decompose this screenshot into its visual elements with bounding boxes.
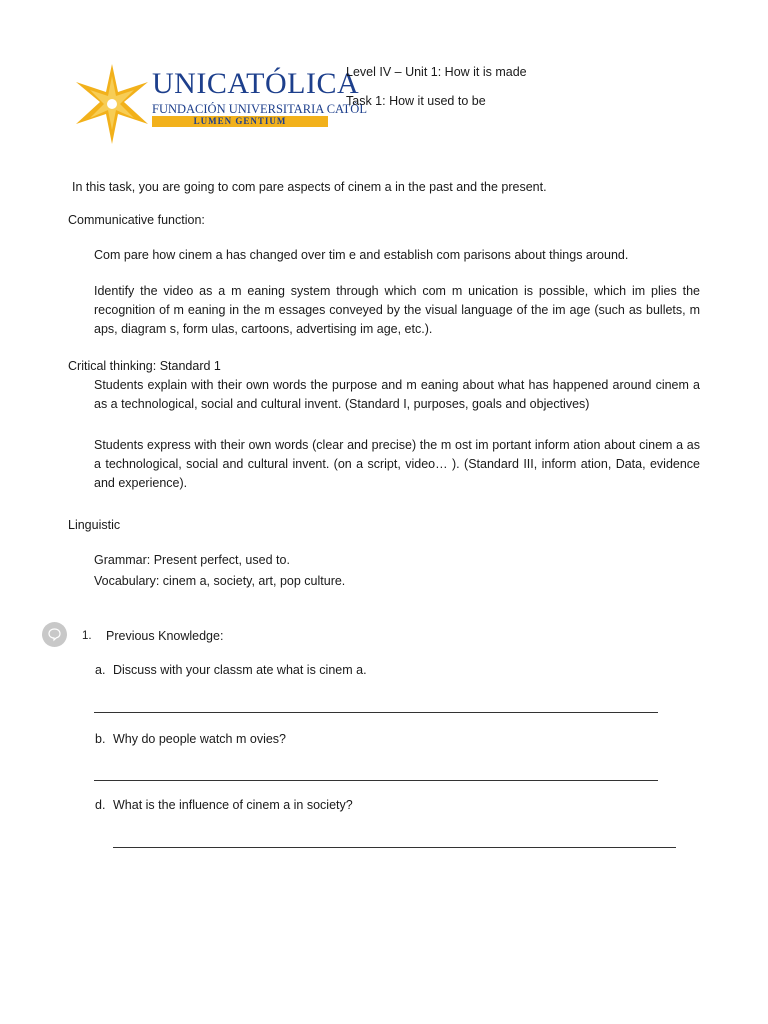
- previous-knowledge-heading: Previous Knowledge:: [106, 629, 224, 643]
- section-number: 1.: [82, 630, 92, 642]
- communicative-heading: Communicative function:: [68, 213, 205, 227]
- university-logo: [72, 62, 367, 146]
- level-unit-title: Level IV – Unit 1: How it is made: [346, 65, 527, 79]
- question-b-text: Why do people watch m ovies?: [113, 732, 287, 746]
- answer-line-a[interactable]: [94, 712, 658, 713]
- logo-motto: LUMEN GENTIUM: [152, 116, 328, 127]
- critical-paragraph-1: Students explain with their own words the purpose and m eaning about what has happened around cinem a as a technological, social and cultural invent. (Standard I, purposes, goals and objectives): [94, 378, 700, 411]
- star-logo-icon: [72, 62, 152, 146]
- critical-thinking-heading: Critical thinking: Standard 1: [68, 359, 221, 373]
- speech-bubble-icon: [48, 628, 61, 641]
- answer-line-b[interactable]: [94, 780, 658, 781]
- grammar-line: Grammar: Present perfect, used to.: [94, 553, 290, 567]
- comment-button[interactable]: [42, 622, 67, 647]
- intro-text: In this task, you are going to com pare aspects of cinem a in the past and the present.: [72, 180, 547, 194]
- logo-subtitle: FUNDACIÓN UNIVERSITARIA CATÓL: [152, 102, 367, 116]
- linguistic-heading: Linguistic: [68, 518, 121, 532]
- answer-line-d[interactable]: [113, 847, 676, 848]
- vocabulary-line: Vocabulary: cinem a, society, art, pop culture.: [94, 574, 346, 588]
- logo-name: UNICATÓLICA: [152, 67, 360, 100]
- task-title: Task 1: How it used to be: [346, 94, 486, 108]
- question-b-letter: b.: [95, 732, 106, 746]
- question-a-letter: a.: [95, 663, 106, 677]
- question-d-text: What is the influence of cinem a in society?: [113, 798, 353, 812]
- question-d-letter: d.: [95, 798, 106, 812]
- question-a-text: Discuss with your classm ate what is cinem a.: [113, 663, 367, 677]
- communicative-paragraph-2: Identify the video as a m eaning system through which com m unication is possible, which im plies the recognition of m eaning in the m essages conveyed by the visual language of the im age (such as bullets, m aps, diagram s, form ulas, cartoons, advertising im age, etc.).: [94, 284, 700, 336]
- critical-paragraph-2: Students express with their own words (clear and precise) the m ost im portant inform ation about cinem a as a technological, social and cultural invent. (on a script, video… ). (Standard III, inform ation, Data, evidence and experience).: [94, 438, 700, 490]
- communicative-paragraph-1: Com pare how cinem a has changed over tim e and establish com parisons about things around.: [94, 248, 629, 262]
